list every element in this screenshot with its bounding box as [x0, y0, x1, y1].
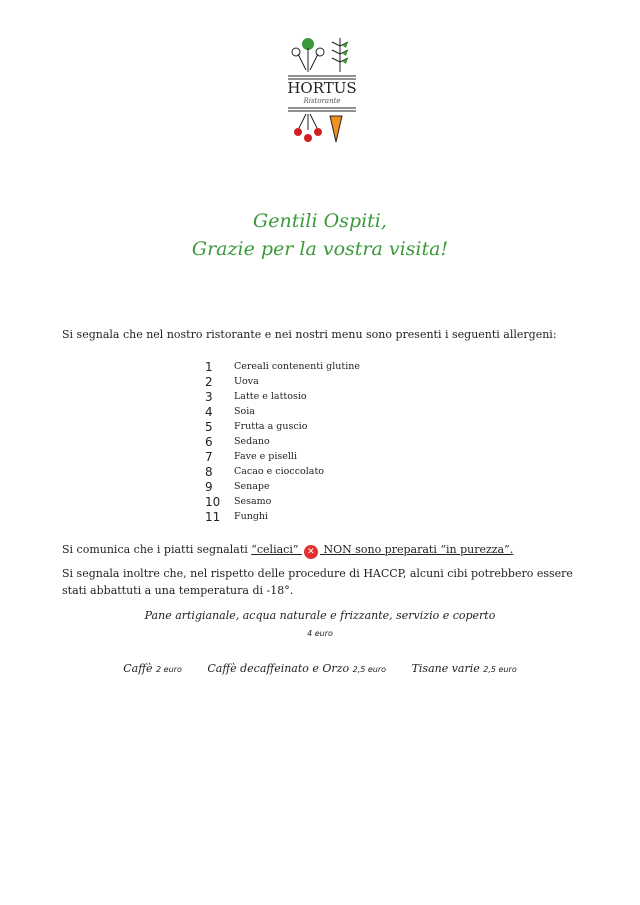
drink-item: Tisane varie 2,5 euro: [411, 662, 517, 675]
allergen-label: Sesamo: [234, 496, 272, 507]
allergen-number: 2: [205, 374, 213, 389]
allergen-label: Funghi: [234, 511, 269, 522]
svg-text:HORTUS: HORTUS: [287, 79, 357, 97]
cover-charge-price: 4 euro: [307, 629, 333, 638]
allergen-item: [205, 374, 360, 389]
allergen-number: 5: [205, 419, 213, 434]
allergen-label: Soia: [234, 406, 255, 417]
allergen-label: Cereali contenenti glutine: [234, 361, 360, 372]
allergen-number: 4: [205, 404, 213, 419]
allergen-number: 9: [205, 479, 213, 494]
drink-item: Caffè decaffeinato e Orzo 2,5 euro: [207, 662, 387, 675]
allergen-label: Sedano: [234, 436, 270, 447]
allergen-item: [205, 449, 360, 464]
allergen-label: Frutta a guscio: [234, 421, 308, 432]
celiac-notice: Si comunica che i piatti segnalati “celiaci” ✕ NON sono preparati “in purezza”.: [62, 543, 514, 557]
allergen-item: [205, 389, 360, 404]
allergens-intro: Si segnala che nel nostro ristorante e nei nostri menu sono presenti i seguenti allergeni:: [62, 328, 557, 341]
haccp-notice: Si segnala inoltre che, nel rispetto delle procedure di HACCP, alcuni cibi potrebbero essere stati abbattuti a una temperatura di -18°.: [62, 567, 573, 597]
allergen-number: 11: [205, 509, 221, 524]
allergen-label: Fave e piselli: [234, 451, 297, 462]
allergen-item: [205, 494, 360, 509]
greeting-line-2: Grazie per la vostra visita!: [191, 238, 449, 260]
allergen-list: [205, 359, 360, 524]
drinks-row: [0, 662, 640, 675]
allergen-label: Senape: [234, 481, 270, 492]
drink-item: Caffè 2 euro: [123, 662, 182, 675]
allergen-item: [205, 404, 360, 419]
svg-text:Ristorante: Ristorante: [303, 97, 341, 105]
allergen-label: Uova: [234, 376, 259, 387]
allergen-label: Latte e lattosio: [234, 391, 307, 402]
allergen-item: [205, 419, 360, 434]
allergen-item: [205, 479, 360, 494]
gluten-free-icon: ✕: [304, 545, 318, 559]
allergen-number: 7: [205, 449, 213, 464]
allergen-item: [205, 464, 360, 479]
cover-charge-text: Pane artigianale, acqua naturale e frizzante, servizio e coperto: [144, 609, 496, 622]
allergen-label: Cacao e cioccolato: [234, 466, 324, 477]
allergen-number: 8: [205, 464, 213, 479]
allergen-number: 10: [205, 494, 221, 509]
greeting-line-1: Gentili Ospiti,: [253, 210, 387, 232]
allergen-item: [205, 434, 360, 449]
allergen-item: [205, 359, 360, 374]
allergen-number: 3: [205, 389, 213, 404]
hortus-logo: [286, 36, 358, 146]
allergen-number: 6: [205, 434, 213, 449]
allergen-number: 1: [205, 359, 213, 374]
allergen-item: [205, 509, 360, 524]
